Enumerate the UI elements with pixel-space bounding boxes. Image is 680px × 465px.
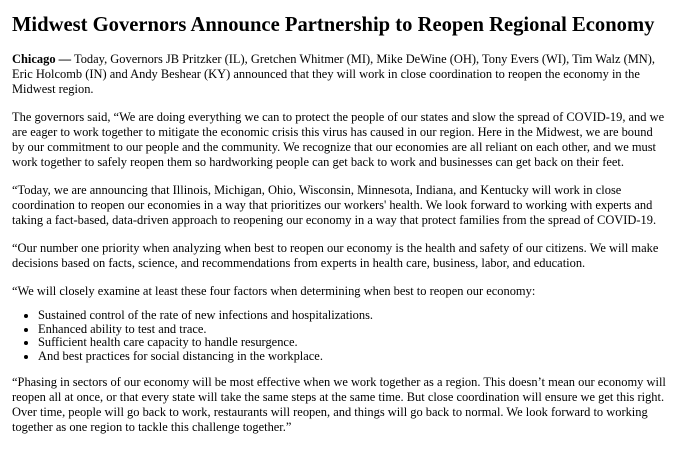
quote-paragraph-2: “Today, we are announcing that Illinois, Michigan, Ohio, Wisconsin, Minnesota, Indiana, and Kentucky will work in close coordination to reopen our economies in a way that prioritizes our workers' health. We look forward to working with experts and taking a fact-based, data-driven approach to reopening our economy in a way that protect families from the spread of COVID-19. [12,183,657,227]
page-title: Midwest Governors Announce Partnership to Reopen Regional Economy [12,14,655,36]
quote-paragraph-4: “We will closely examine at least these four factors when determining when best to reopen our economy: [12,284,536,298]
quote-paragraph-3: “Our number one priority when analyzing when best to reopen our economy is the health and safety of our citizens. We will make decisions based on facts, science, and recommendations from experts in health care, business, labor, and education. [12,241,659,270]
list-item: • Enhanced ability to test and trace. [38,323,668,337]
closing-paragraph: “Phasing in sectors of our economy will be most effective when we work together as a region. This doesn’t mean our economy will reopen all at once, or that every state will take the same steps at the same time. But close coordination will ensure we get this right. Over time, people will go back to work, restaurants will reopen, and things will go back to normal. We look forward to working together as one region to tackle this challenge together.” [12,375,666,434]
list-item: • Sufficient health care capacity to handle resurgence. [38,336,668,350]
lead-paragraph [12,52,668,97]
dateline: Chicago — [12,52,72,66]
lead-text: Today, Governors JB Pritzker (IL), Gretchen Whitmer (MI), Mike DeWine (OH), Tony Evers (WI), Tim Walz (MN), Eric Holcomb (IN) and Andy Beshear (KY) announced that they will work in close coordination to reopen the economy in the Midwest region. [12,52,656,96]
factors-list [12,309,668,363]
list-item: • And best practices for social distancing in the workplace. [38,350,668,364]
list-item: • Sustained control of the rate of new infections and hospitalizations. [38,309,668,323]
quote-paragraph-1: The governors said, “We are doing everything we can to protect the people of our states and slow the spread of COVID-19, and we are eager to work together to mitigate the economic crisis this virus has caused in our region. Here in the Midwest, we are bound by our commitment to our people and the community. We recognize that our economies are all reliant on each other, and we must work together to safely reopen them so hardworking people can get back to work and businesses can get back on their feet. [12,110,665,169]
